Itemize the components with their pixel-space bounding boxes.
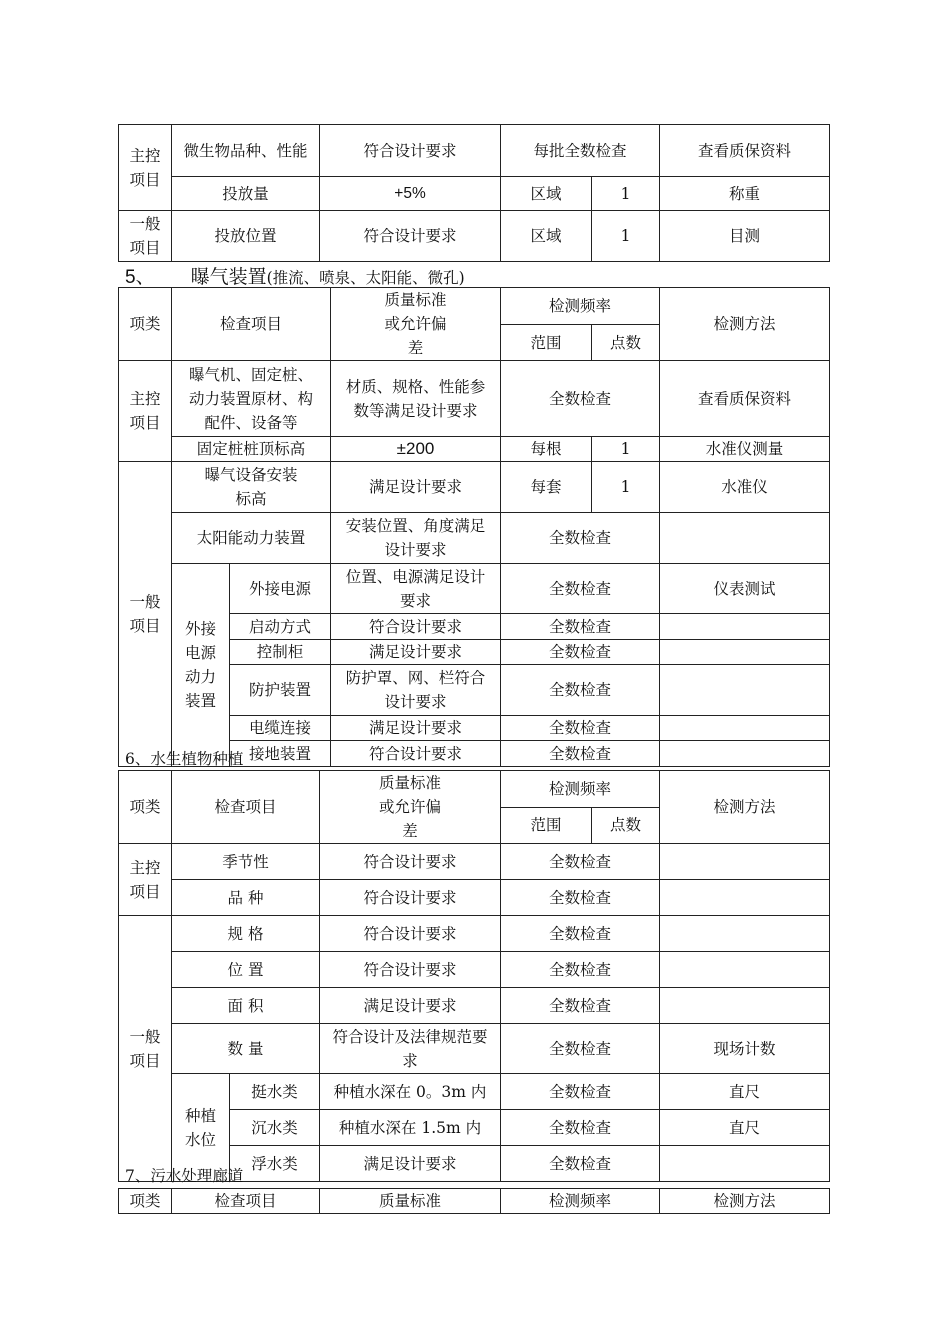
header-range: 范围 — [501, 807, 592, 844]
section-number: 5、 — [125, 267, 155, 288]
method-cell — [660, 844, 830, 880]
method-cell — [660, 513, 830, 564]
method-cell — [660, 665, 830, 716]
item-cell: 挺水类 — [230, 1074, 320, 1110]
method-cell: 称重 — [660, 177, 830, 211]
table-section-7 — [118, 1188, 830, 1214]
item-cell: 季节性 — [172, 844, 320, 880]
standard-cell: 位置、电源满足设计要求 — [331, 564, 501, 614]
method-cell: 查看质保资料 — [660, 361, 830, 437]
standard-cell: 符合设计及法律规范要求 — [320, 1024, 501, 1074]
category-cell: 一般项目 — [119, 916, 172, 1182]
method-cell — [660, 1146, 830, 1182]
item-cell: 太阳能动力装置 — [172, 513, 331, 564]
section-subtitle: (推流、喷泉、太阳能、微孔) — [266, 269, 465, 287]
method-cell — [660, 716, 830, 741]
points-cell: 1 — [592, 437, 660, 462]
standard-cell: 符合设计要求 — [320, 952, 501, 988]
header-row — [119, 288, 830, 325]
table-row — [119, 844, 830, 880]
header-frequency: 检测频率 — [501, 1189, 660, 1214]
header-frequency: 检测频率 — [501, 771, 660, 808]
table-row — [119, 880, 830, 916]
method-cell — [660, 741, 830, 767]
standard-cell: ±200 — [331, 437, 501, 462]
method-cell — [660, 952, 830, 988]
frequency-cell: 全数检查 — [501, 513, 660, 564]
standard-cell: 种植水深在 0。3m 内 — [320, 1074, 501, 1110]
header-row — [119, 771, 830, 808]
frequency-cell: 全数检查 — [501, 916, 660, 952]
header-row — [119, 1189, 830, 1214]
table-row — [119, 462, 830, 513]
section-5-heading — [125, 262, 465, 289]
frequency-cell: 全数检查 — [501, 665, 660, 716]
frequency-cell: 全数检查 — [501, 1146, 660, 1182]
header-method: 检测方法 — [660, 288, 830, 361]
table-row — [119, 361, 830, 437]
method-cell: 直尺 — [660, 1110, 830, 1146]
standard-cell: 符合设计要求 — [331, 741, 501, 767]
frequency-cell: 全数检查 — [501, 640, 660, 665]
standard-cell: 符合设计要求 — [331, 614, 501, 640]
section-title: 曝气装置 — [190, 266, 267, 288]
frequency-cell: 全数检查 — [501, 844, 660, 880]
method-cell: 目测 — [660, 211, 830, 262]
table-row — [119, 988, 830, 1024]
method-cell: 现场计数 — [660, 1024, 830, 1074]
standard-cell: 种植水深在 1.5m 内 — [320, 1110, 501, 1146]
standard-cell: 满足设计要求 — [331, 716, 501, 741]
item-cell: 品 种 — [172, 880, 320, 916]
header-item: 检查项目 — [172, 771, 320, 844]
frequency-cell: 全数检查 — [501, 741, 660, 767]
section-7-heading: 7、污水处理廊道 — [125, 1167, 244, 1185]
frequency-cell: 全数检查 — [501, 988, 660, 1024]
frequency-cell: 全数检查 — [501, 361, 660, 437]
table-row — [119, 513, 830, 564]
method-cell: 水准仪 — [660, 462, 830, 513]
item-cell: 曝气机、固定桩、动力装置原材、构配件、设备等 — [172, 361, 331, 437]
standard-cell: 满足设计要求 — [331, 462, 501, 513]
item-cell: 面 积 — [172, 988, 320, 1024]
item-cell: 控制柜 — [230, 640, 331, 665]
method-cell — [660, 614, 830, 640]
header-method: 检测方法 — [660, 1189, 830, 1214]
standard-cell: 符合设计要求 — [320, 880, 501, 916]
header-points: 点数 — [592, 325, 660, 361]
method-cell — [660, 880, 830, 916]
standard-cell: 安装位置、角度满足设计要求 — [331, 513, 501, 564]
method-cell — [660, 916, 830, 952]
table-row — [119, 916, 830, 952]
table-row — [119, 177, 830, 211]
frequency-cell: 全数检查 — [501, 1024, 660, 1074]
standard-cell: 满足设计要求 — [331, 640, 501, 665]
frequency-cell: 全数检查 — [501, 564, 660, 614]
frequency-cell: 全数检查 — [501, 952, 660, 988]
header-type: 项类 — [119, 771, 172, 844]
item-cell: 位 置 — [172, 952, 320, 988]
method-cell: 查看质保资料 — [660, 125, 830, 177]
item-cell: 投放位置 — [172, 211, 320, 262]
item-cell: 外接电源 — [230, 564, 331, 614]
standard-cell: 防护罩、网、栏符合设计要求 — [331, 665, 501, 716]
header-type: 项类 — [119, 1189, 172, 1214]
frequency-cell: 全数检查 — [501, 880, 660, 916]
method-cell: 仪表测试 — [660, 564, 830, 614]
header-item: 检查项目 — [172, 288, 331, 361]
standard-cell: 符合设计要求 — [320, 844, 501, 880]
item-cell: 启动方式 — [230, 614, 331, 640]
range-cell: 区域 — [501, 211, 592, 262]
frequency-cell: 全数检查 — [501, 1074, 660, 1110]
points-cell: 1 — [592, 211, 660, 262]
item-cell: 固定桩桩顶标高 — [172, 437, 331, 462]
category-cell: 主控项目 — [119, 361, 172, 462]
table-row — [119, 211, 830, 262]
item-cell: 投放量 — [172, 177, 320, 211]
table-row — [119, 1024, 830, 1074]
frequency-cell: 全数检查 — [501, 716, 660, 741]
table-row — [119, 952, 830, 988]
table-section-4 — [118, 124, 830, 262]
group-cell: 外接电源动力装置 — [172, 564, 230, 767]
method-cell: 水准仪测量 — [660, 437, 830, 462]
item-cell: 浮水类 — [230, 1146, 320, 1182]
category-cell: 一般项目 — [119, 462, 172, 767]
table-row — [119, 1074, 830, 1110]
table-row — [119, 564, 830, 614]
standard-cell: 满足设计要求 — [320, 988, 501, 1024]
header-frequency: 检测频率 — [501, 288, 660, 325]
range-cell: 区域 — [501, 177, 592, 211]
table-row — [119, 125, 830, 177]
method-cell: 直尺 — [660, 1074, 830, 1110]
standard-cell: +5% — [320, 177, 501, 211]
item-cell: 数 量 — [172, 1024, 320, 1074]
table-section-5 — [118, 287, 830, 767]
method-cell — [660, 640, 830, 665]
category-cell: 主控项目 — [119, 844, 172, 916]
table-row — [119, 437, 830, 462]
header-standard: 质量标准或允许偏差 — [331, 288, 501, 361]
item-cell: 规 格 — [172, 916, 320, 952]
header-item: 检查项目 — [172, 1189, 320, 1214]
item-cell: 沉水类 — [230, 1110, 320, 1146]
standard-cell: 满足设计要求 — [320, 1146, 501, 1182]
item-cell: 接地装置 — [230, 741, 331, 767]
standard-cell: 材质、规格、性能参数等满足设计要求 — [331, 361, 501, 437]
standard-cell: 符合设计要求 — [320, 125, 501, 177]
item-cell: 电缆连接 — [230, 716, 331, 741]
header-method: 检测方法 — [660, 771, 830, 844]
header-standard: 质量标准或允许偏差 — [320, 771, 501, 844]
section-6-heading: 6、水生植物种植 — [125, 750, 244, 768]
frequency-cell: 全数检查 — [501, 1110, 660, 1146]
range-cell: 每套 — [501, 462, 592, 513]
standard-cell: 符合设计要求 — [320, 211, 501, 262]
points-cell: 1 — [592, 462, 660, 513]
standard-cell: 符合设计要求 — [320, 916, 501, 952]
category-cell: 一般项目 — [119, 211, 172, 262]
table-section-6 — [118, 770, 830, 1182]
item-cell: 微生物品种、性能 — [172, 125, 320, 177]
header-standard: 质量标准 — [320, 1189, 501, 1214]
method-cell — [660, 988, 830, 1024]
item-cell: 防护装置 — [230, 665, 331, 716]
item-cell: 曝气设备安装标高 — [172, 462, 331, 513]
range-cell: 每根 — [501, 437, 592, 462]
header-points: 点数 — [592, 807, 660, 844]
frequency-cell: 全数检查 — [501, 614, 660, 640]
group-cell: 种植水位 — [172, 1074, 230, 1182]
points-cell: 1 — [592, 177, 660, 211]
category-cell: 主控项目 — [119, 125, 172, 211]
header-type: 项类 — [119, 288, 172, 361]
frequency-cell: 每批全数检查 — [501, 125, 660, 177]
header-range: 范围 — [501, 325, 592, 361]
